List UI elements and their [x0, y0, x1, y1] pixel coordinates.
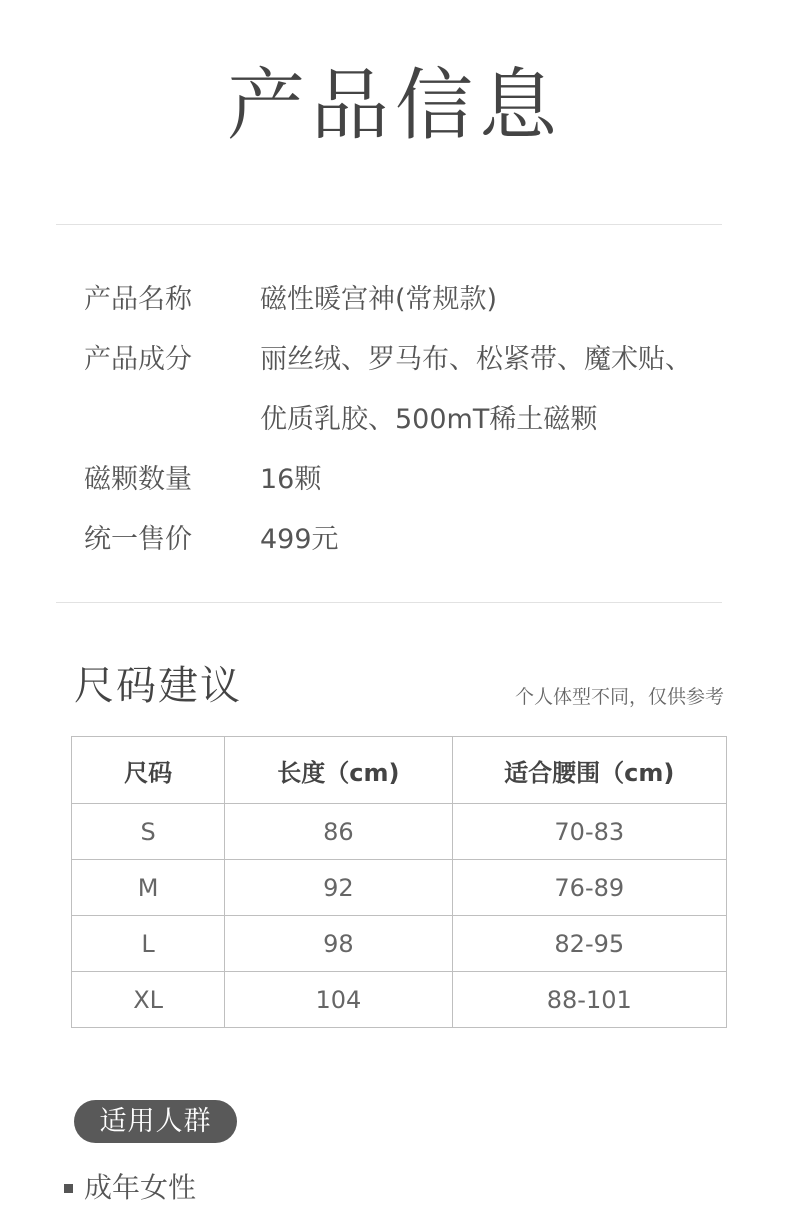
divider-top	[56, 224, 722, 225]
table-row	[72, 972, 727, 1028]
audience-item-label: 成年女性	[84, 1171, 197, 1204]
info-label: 统一售价	[84, 524, 192, 555]
table-cell: 98	[225, 916, 452, 972]
info-label: 产品成分	[84, 344, 192, 375]
info-label: 产品名称	[84, 284, 192, 315]
table-cell: S	[72, 804, 225, 860]
table-row	[72, 804, 727, 860]
info-row-price	[84, 510, 724, 570]
table-cell: 88-101	[452, 972, 726, 1028]
audience-item	[64, 1166, 196, 1210]
product-info	[84, 270, 724, 570]
table-header: 尺码	[72, 737, 225, 804]
info-value	[260, 330, 724, 450]
info-label: 磁颗数量	[84, 464, 192, 495]
table-cell: 82-95	[452, 916, 726, 972]
table-row	[72, 860, 727, 916]
info-row-material	[84, 330, 724, 450]
table-cell: 104	[225, 972, 452, 1028]
table-cell: 86	[225, 804, 452, 860]
info-value: 磁性暖宫神(常规款)	[260, 284, 498, 315]
table-cell: 70-83	[452, 804, 726, 860]
table-cell: XL	[72, 972, 225, 1028]
page-title: 产品信息	[226, 61, 563, 151]
table-header: 长度（cm)	[225, 737, 452, 804]
info-value-line: 优质乳胶、500mT稀土磁颗	[260, 404, 598, 435]
table-header: 适合腰围（cm)	[452, 737, 726, 804]
info-value: 499元	[260, 524, 339, 555]
table-header-row	[72, 737, 727, 804]
audience-badge: 适用人群	[74, 1100, 237, 1143]
info-value-line: 丽丝绒、罗马布、松紧带、魔术贴、	[260, 344, 692, 375]
table-cell: L	[72, 916, 225, 972]
size-section-title: 尺码建议	[74, 663, 242, 709]
table-cell: 76-89	[452, 860, 726, 916]
table-cell: M	[72, 860, 225, 916]
info-value: 16颗	[260, 464, 322, 495]
size-note: 个人体型不同，仅供参考	[514, 686, 724, 708]
size-table	[71, 736, 727, 1028]
bullet-icon	[64, 1184, 73, 1193]
table-row	[72, 916, 727, 972]
divider-mid	[56, 602, 722, 603]
info-row-name	[84, 270, 724, 330]
info-row-count	[84, 450, 724, 510]
table-cell: 92	[225, 860, 452, 916]
